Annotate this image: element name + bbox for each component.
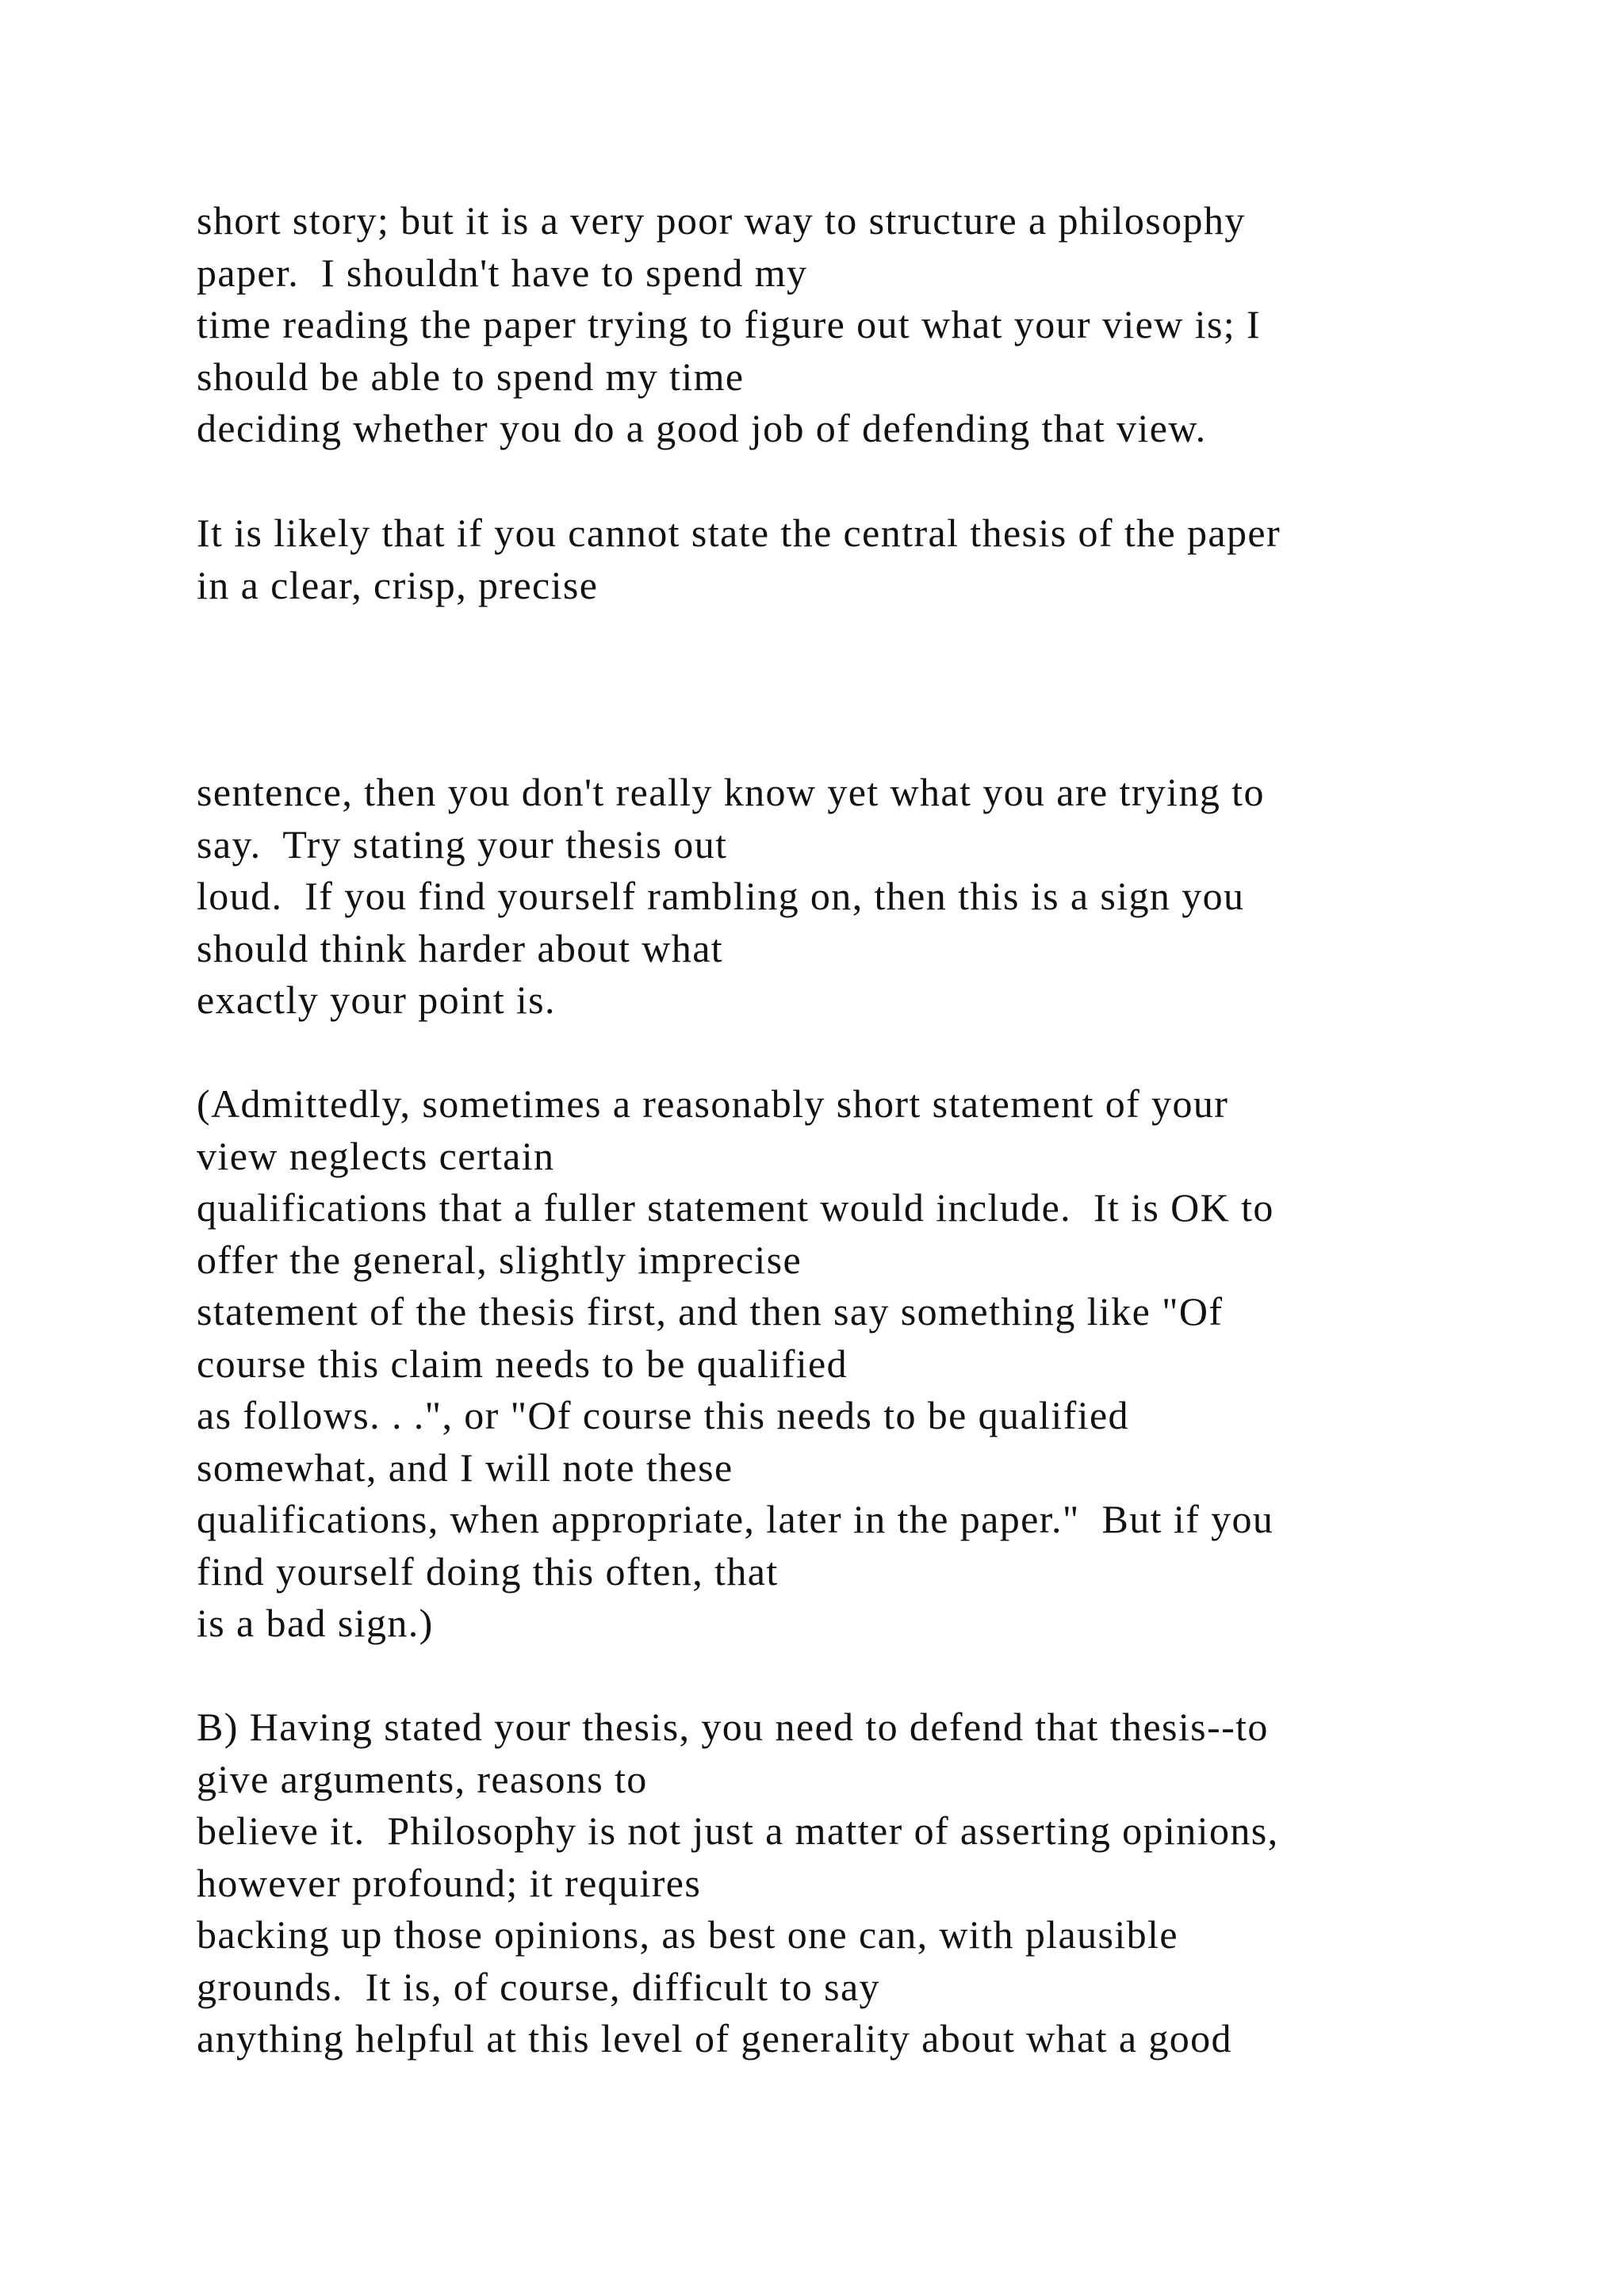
text-line: qualifications that a fuller statement would include. It is OK to bbox=[197, 1185, 1274, 1230]
text-line: as follows. . .", or "Of course this needs to be qualified bbox=[197, 1393, 1129, 1437]
text-line: is a bad sign.) bbox=[197, 1601, 434, 1645]
paragraph-thesis-statement bbox=[197, 507, 1545, 611]
text-line: offer the general, slightly imprecise bbox=[197, 1237, 802, 1282]
text-line: in a clear, crisp, precise bbox=[197, 562, 599, 607]
text-line: say. Try stating your thesis out bbox=[197, 821, 728, 867]
text-line: should be able to spend my time bbox=[197, 354, 745, 399]
text-line: backing up those opinions, as best one can, with plausible bbox=[197, 1912, 1178, 1957]
text-line: qualifications, when appropriate, later in the paper." But if you bbox=[197, 1497, 1274, 1541]
paragraph-defend-thesis bbox=[197, 1701, 1545, 2065]
paragraph-thesis-continued bbox=[197, 767, 1545, 1027]
text-line: deciding whether you do a good job of defending that view. bbox=[197, 406, 1207, 450]
text-line: B) Having stated your thesis, you need to defend that thesis--to bbox=[197, 1705, 1269, 1749]
text-line: It is likely that if you cannot state the central thesis of the paper bbox=[197, 511, 1281, 555]
text-line: (Admittedly, sometimes a reasonably short statement of your bbox=[197, 1081, 1229, 1126]
text-line: paper. I shouldn't have to spend my bbox=[197, 250, 808, 295]
text-line: believe it. Philosophy is not just a matter of asserting opinions, bbox=[197, 1808, 1279, 1853]
text-line: find yourself doing this often, that bbox=[197, 1548, 779, 1594]
text-line: statement of the thesis first, and then say something like "Of bbox=[197, 1289, 1224, 1334]
text-line: should think harder about what bbox=[197, 925, 724, 970]
text-line: sentence, then you don't really know yet what you are trying to bbox=[197, 770, 1265, 814]
text-line: short story; but it is a very poor way to structure a philosophy bbox=[197, 198, 1246, 243]
text-line: however profound; it requires bbox=[197, 1860, 702, 1905]
text-line: exactly your point is. bbox=[197, 978, 556, 1022]
text-line: loud. If you find yourself rambling on, then this is a sign you bbox=[197, 874, 1245, 918]
text-line: course this claim needs to be qualified bbox=[197, 1341, 848, 1386]
text-line: give arguments, reasons to bbox=[197, 1756, 648, 1801]
text-line: grounds. It is, of course, difficult to say bbox=[197, 1964, 880, 2009]
text-line: time reading the paper trying to figure out what your view is; I bbox=[197, 302, 1262, 346]
paragraph-qualifications bbox=[197, 1078, 1545, 1650]
text-line: somewhat, and I will note these bbox=[197, 1445, 733, 1490]
text-line: anything helpful at this level of generality about what a good bbox=[197, 2016, 1232, 2061]
paragraph-structure bbox=[197, 195, 1545, 455]
text-line: view neglects certain bbox=[197, 1133, 555, 1178]
